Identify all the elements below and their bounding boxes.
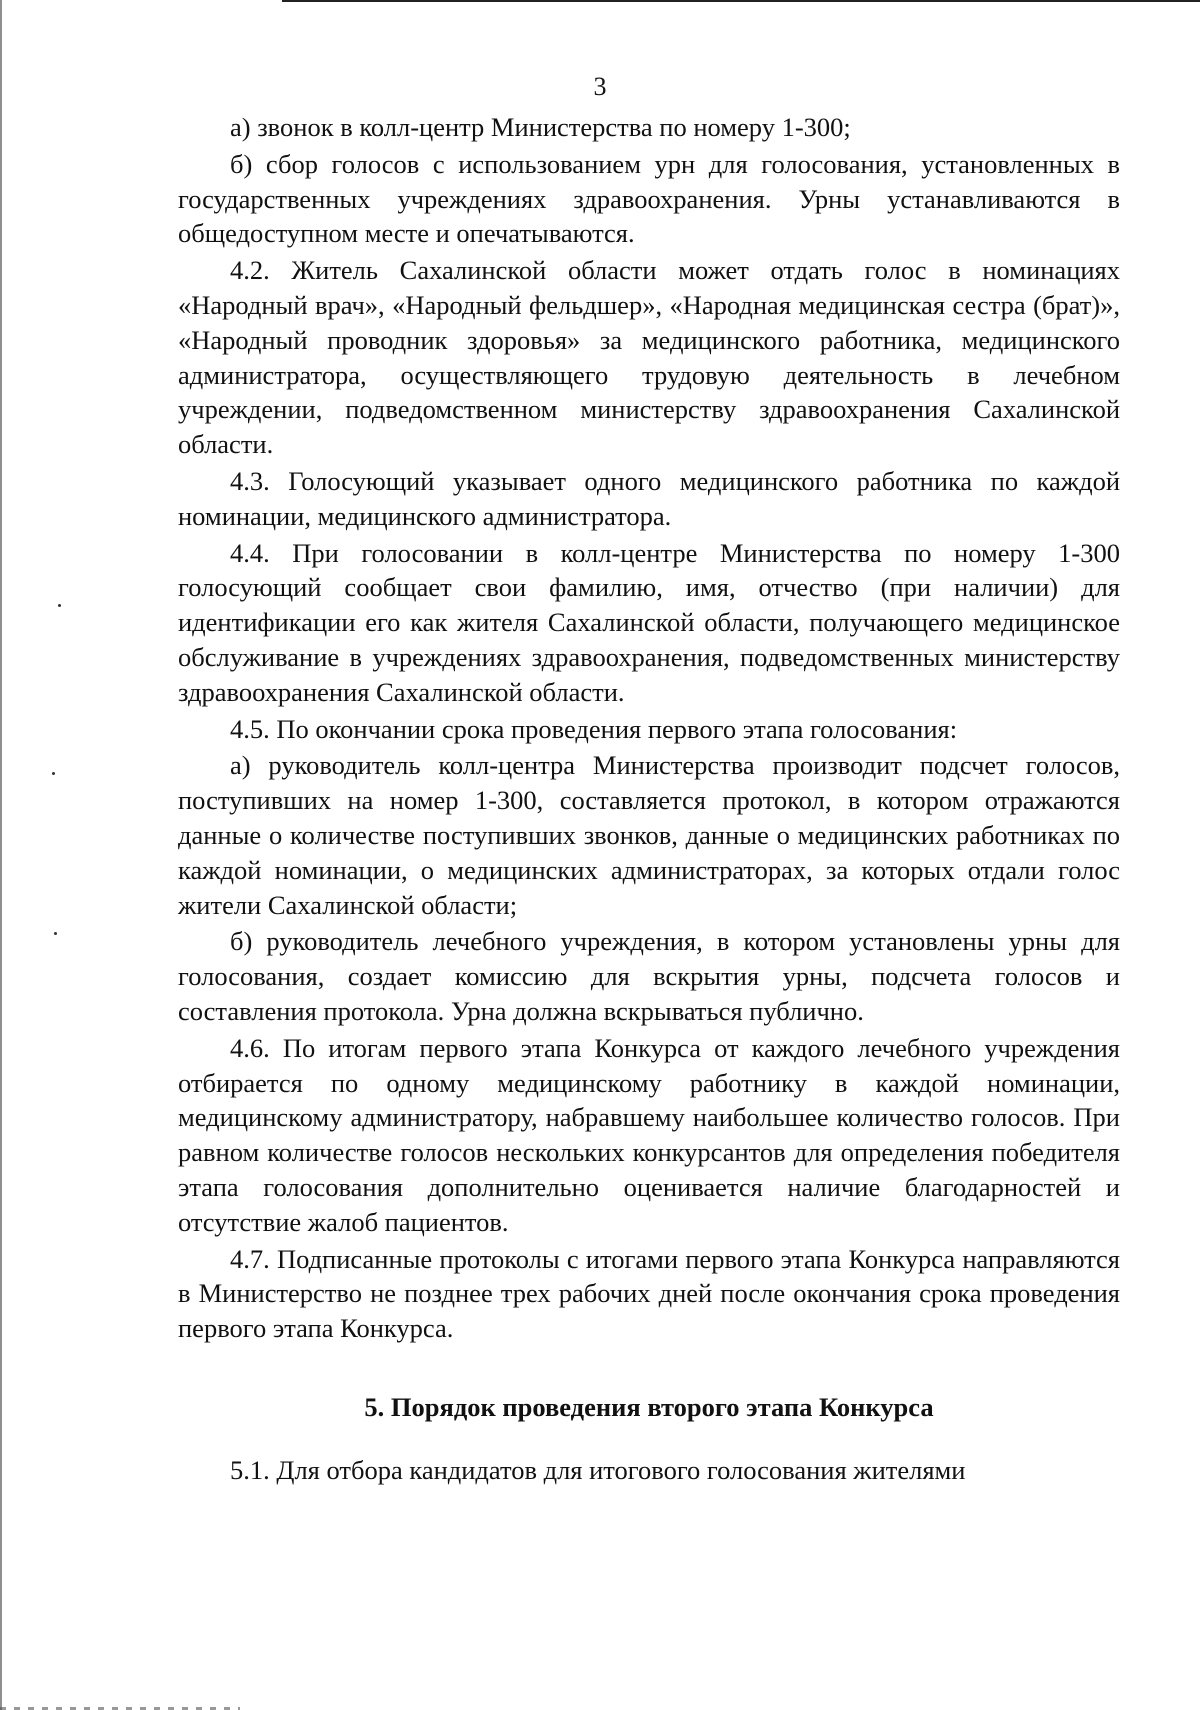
paragraph-4-2: 4.2. Житель Сахалинской области может отдать голос в номинациях «Народный врач», «Народный фельдшер», «Народная медицинская сестра (брат)», «Народный проводник здоровья» за медицинского работника, медицинского администратора, осуществляющего трудовую деятельность в лечебном учреждении, подведомственном министерству здравоохранения Сахалинской области. — [178, 255, 1120, 460]
paragraph-4-6: 4.6. По итогам первого этапа Конкурса от каждого лечебного учреждения отбирается по одному медицинскому работнику в каждой номинации, медицинскому администратору, набравшему наибольшее количество голосов. При равном количестве голосов нескольких конкурсантов для определения победителя этапа голосования дополнительно оценивается наличие благодарностей и отсутствие жалоб пациентов. — [178, 1032, 1120, 1237]
paragraph-b-ballot-boxes: б) сбор голосов с использованием урн для голосования, установленных в государственных учреждениях здравоохранения. Урны устанавливаются в общедоступном месте и опечатываются. — [178, 148, 1120, 249]
paragraph-4-4: 4.4. При голосовании в колл-центре Министерства по номеру 1-300 голосующий сообщает свои фамилию, имя, отчество (при наличии) для идентификации его как жителя Сахалинской области, получающего медицинское обслуживание в учреждениях здравоохранения, подведомственных министерству здравоохранения Сахалинской области. — [178, 537, 1120, 707]
scan-speck — [54, 932, 57, 935]
scan-speck — [52, 772, 55, 775]
paragraph-4-3: 4.3. Голосующий указывает одного медицинского работника по каждой номинации, медицинского администратора. — [178, 465, 1120, 531]
paragraph-4-5-a: а) руководитель колл-центра Министерства производит подсчет голосов, поступивших на номер 1-300, составляется протокол, в котором отражаются данные о количестве поступивших звонков, данные о медицинских работниках по каждой номинации, о медицинских администраторах, за которых отдали голос жители Сахалинской области; — [178, 750, 1120, 920]
paragraph-5-1: 5.1. Для отбора кандидатов для итогового голосования жителями — [230, 1454, 966, 1485]
paragraph-4-5-b: б) руководитель лечебного учреждения, в котором установлены урны для голосования, создает комиссию для вскрытия урны, подсчета голосов и составления протокола. Урна должна вскрываться публично. — [178, 926, 1120, 1026]
paragraph-4-7: 4.7. Подписанные протоколы с итогами первого этапа Конкурса направляются в Министерство не позднее трех рабочих дней после окончания срока проведения первого этапа Конкурса. — [178, 1243, 1120, 1344]
document-body — [178, 110, 1120, 1489]
paragraph-4-5: 4.5. По окончании срока проведения первого этапа голосования: — [230, 713, 958, 744]
scan-left-edge — [0, 0, 2, 1710]
scan-speck — [58, 604, 61, 607]
page-number: 3 — [593, 72, 607, 101]
paragraph-a-call-center: а) звонок в колл-центр Министерства по номеру 1-300; — [230, 112, 851, 142]
scan-top-edge — [282, 0, 1200, 2]
section-heading: 5. Порядок проведения второго этапа Конкурса — [364, 1391, 934, 1422]
